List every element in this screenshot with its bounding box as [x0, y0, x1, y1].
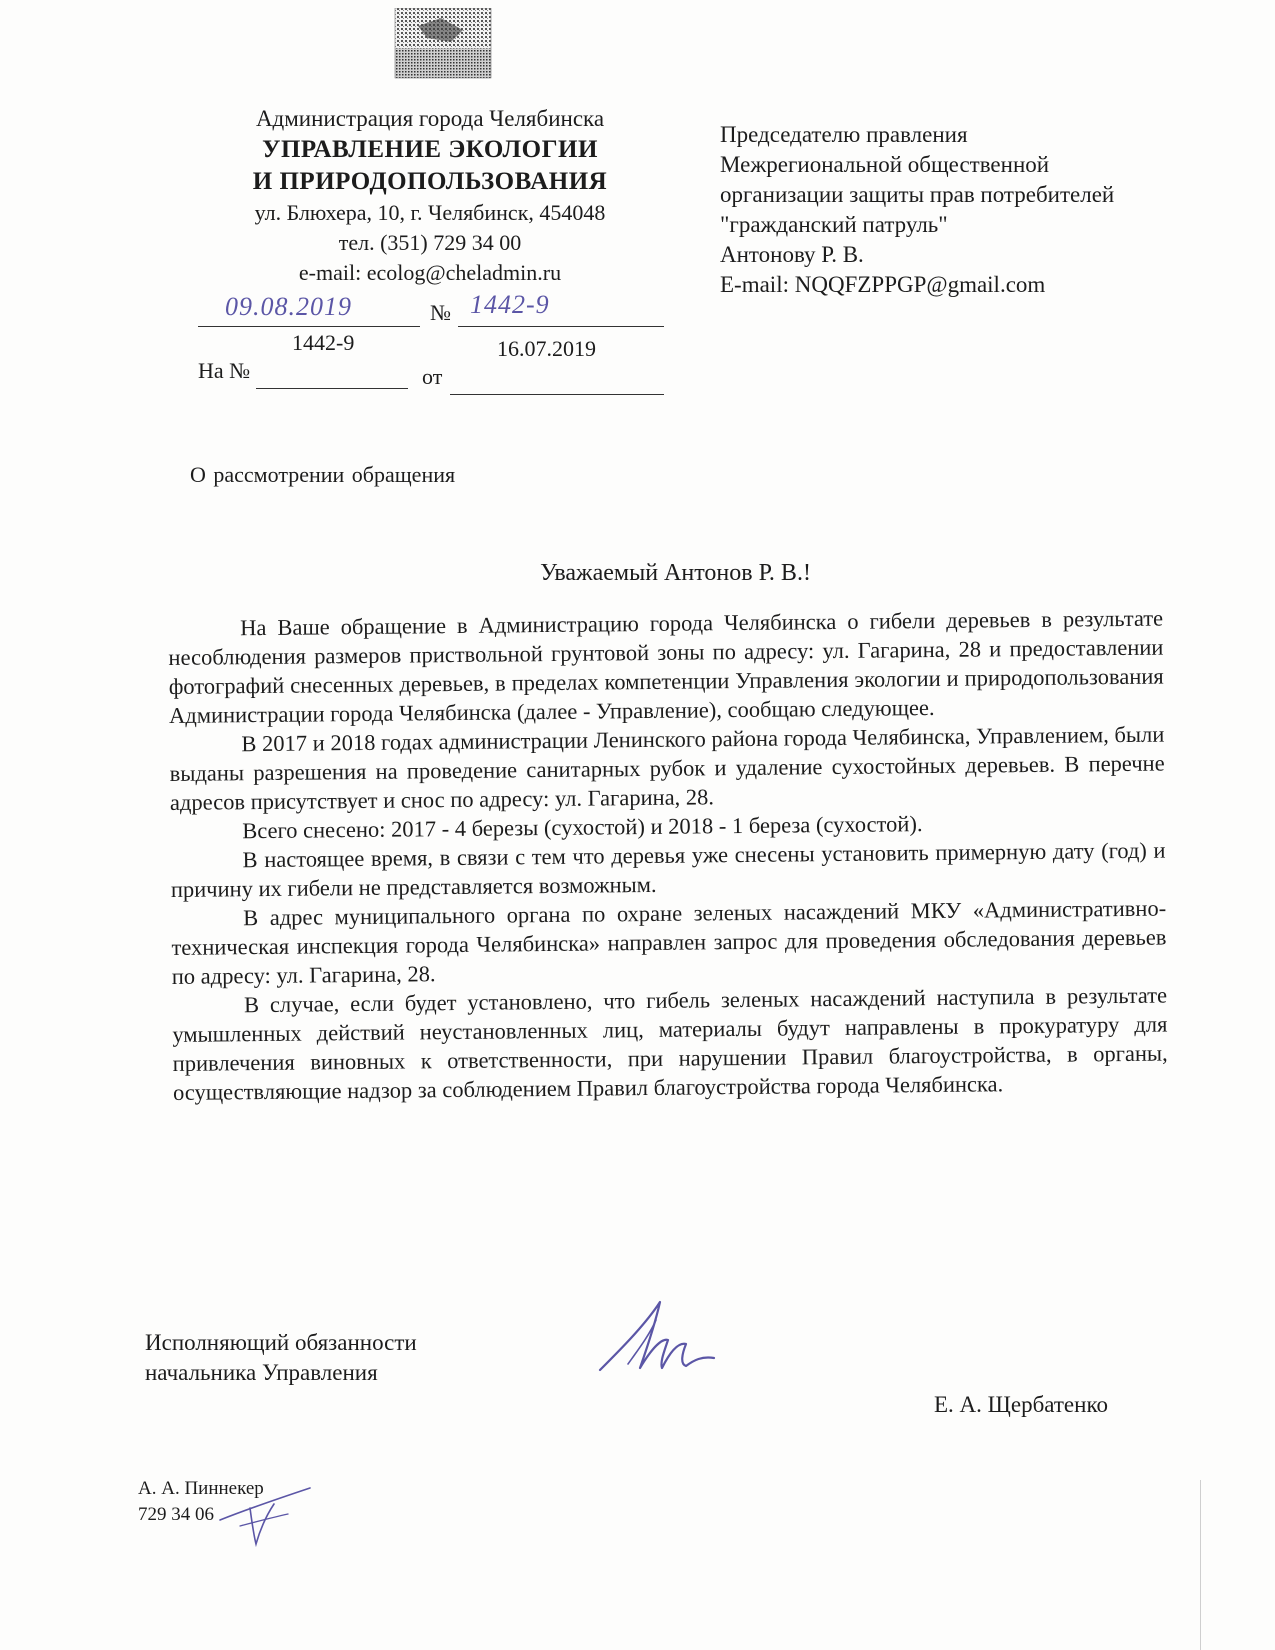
recipient-line: организации защиты прав потребителей	[720, 182, 1115, 207]
reference-date: 16.07.2019	[497, 336, 596, 361]
signatory-title-line2: начальника Управления	[145, 1360, 378, 1385]
reply-to-number-line	[256, 362, 408, 389]
reply-to-date-label: от	[422, 364, 443, 389]
letter-body	[168, 604, 1168, 1107]
recipient-block	[720, 120, 1240, 300]
body-paragraph: В случае, если будет установлено, что гибель зеленых насаждений наступила в результате умышленных действий неустановленных лиц, материалы будут направлены в прокуратуру для привлечения виновных к ответственности, при нарушении Правил благоустройства, в органы, осуществляющие надзор за соблюдением Правил благоустройства города Челябинска.	[172, 982, 1168, 1105]
body-paragraph: В настоящее время, в связи с тем что деревья уже снесены установить примерную дату (год) и причину их гибели не представляется возможным.	[170, 837, 1166, 902]
signatory-name: Е. А. Щербатенко	[934, 1392, 1108, 1417]
sender-email: e-mail: ecolog@cheladmin.ru	[298, 260, 562, 285]
sender-header	[210, 104, 650, 288]
recipient-email: E-mail: NQQFZPPGP@gmail.com	[720, 272, 1046, 297]
body-paragraph: В адрес муниципального органа по охране зеленых насаждений МКУ «Административно-техническая инспекция города Челябинска» направлен запрос для проведения обследования деревьев по адресу: ул. Гагарина, 28.	[171, 895, 1167, 989]
signatory-title-line1: Исполняющий обязанности	[145, 1330, 417, 1355]
reply-to-number-label: На №	[198, 358, 251, 383]
outgoing-number-handwritten: 1442-9	[470, 290, 550, 319]
handwritten-signature	[590, 1290, 730, 1385]
recipient-line: Межрегиональной общественной	[720, 152, 1050, 177]
executor-initials-mark	[210, 1478, 320, 1548]
salutation	[0, 560, 1275, 587]
outgoing-number-label: №	[430, 300, 451, 325]
salutation-text: Уважаемый Антонов Р. В.!	[540, 560, 811, 586]
sender-phone: тел. (351) 729 34 00	[338, 230, 522, 255]
administration-name: Администрация города Челябинска	[255, 106, 605, 131]
reply-to-date-line	[450, 368, 664, 395]
coat-of-arms-emblem	[393, 8, 493, 80]
department-name-line2: И ПРИРОДОПОЛЬЗОВАНИЯ	[252, 168, 608, 195]
executor-name: А. А. Пиннекер	[138, 1478, 264, 1499]
body-paragraph: На Ваше обращение в Администрацию города Челябинска о гибели деревьев в результате несоблюдения размеров приствольной грунтовой зоны по адресу: ул. Гагарина, 28 и предоставлении фотографий снесенных деревьев, в пределах компетенции Управления экологии и природопользования Администрации города Челябинска (далее - Управление), сообщаю следующее.	[168, 605, 1164, 728]
outgoing-date-handwritten: 09.08.2019	[225, 292, 352, 321]
executor-phone: 729 34 06	[138, 1504, 214, 1525]
recipient-line: Председателю правления	[720, 122, 968, 147]
department-name-line1: УПРАВЛЕНИЕ ЭКОЛОГИИ	[262, 136, 598, 163]
body-paragraph: В 2017 и 2018 годах администрации Ленинского района города Челябинска, Управлением, были выданы разрешения на проведение санитарных рубок и удаление сухостойных деревьев. В перечне адресов присутствует и снос по адресу: ул. Гагарина, 28.	[169, 721, 1165, 815]
recipient-line: Антонову Р. В.	[720, 242, 864, 267]
reference-number: 1442-9	[292, 330, 355, 355]
recipient-line: "гражданский патруль"	[720, 212, 948, 237]
letter-subject: О рассмотрении обращения	[190, 462, 456, 487]
signatory-title	[145, 1328, 417, 1388]
scan-edge-line	[1200, 1480, 1201, 1650]
body-paragraph: Всего снесено: 2017 - 4 березы (сухостой) и 2018 - 1 береза (сухостой).	[242, 811, 923, 844]
sender-address: ул. Блюхера, 10, г. Челябинск, 454048	[254, 200, 606, 225]
